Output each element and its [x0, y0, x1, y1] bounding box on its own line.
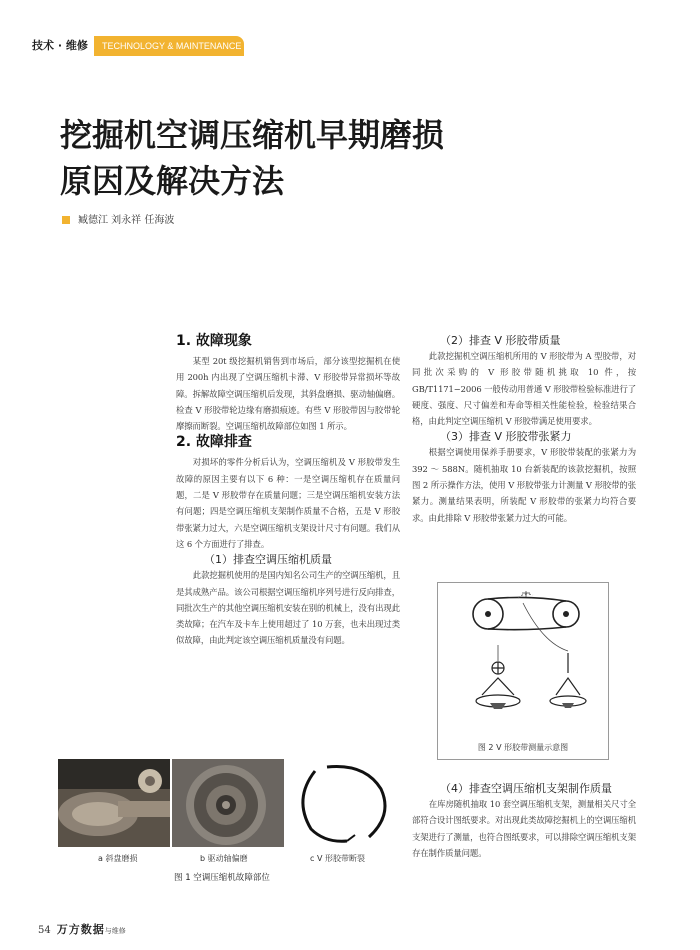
subsection-2-2-paragraph: 此款挖掘机空调压缩机所用的 V 形胶带为 A 型胶带，对同批次采购的 V 形胶带随机挑取 10 件，按 GB/T1171−2006 一般传动用普通 V 形胶带检验标准进行了硬度、强度、尺寸偏差和寿命等相关性能检验，检验结果合格，由此判定空调压缩机 V 形胶带满足使用要求。 — [412, 351, 636, 427]
photo-broken-v-belt — [285, 759, 397, 847]
figure-1c-label: c V 形胶带断裂 — [310, 854, 365, 863]
authors — [62, 215, 174, 227]
title-line-2: 原因及解决方法 — [60, 162, 285, 200]
figure-1a-label: a 斜盘磨损 — [98, 854, 138, 863]
left-column — [176, 333, 400, 649]
subsection-2-1-paragraph: 此款挖掘机使用的是国内知名公司生产的空调压缩机，且是其成熟产品。该公司根据空调压缩机序列号进行反向排查，同批次生产的其他空调压缩机安装在别的机械上，没有出现此类故障；在汽车及卡车上使用超过了 10 万套，也未出现过类似故障，由此判定该空调压缩机质量没有问题。 — [176, 570, 400, 646]
figure-1-caption: 图 1 空调压缩机故障部位 — [174, 873, 270, 883]
subsection-2-4-heading: （4）排查空调压缩机支架制作质量 — [440, 782, 612, 795]
page-footer — [38, 918, 126, 937]
section-1-heading: 1. 故障现象 — [176, 333, 252, 349]
title-line-1: 挖掘机空调压缩机早期磨损 — [60, 116, 445, 154]
author-marker-icon — [62, 216, 70, 224]
photo-drive-shaft-wear — [172, 759, 284, 847]
subsection-2-2-heading: （2）排查 V 形胶带质量 — [440, 334, 561, 347]
subsection-2-3-heading: （3）排查 V 形胶带张紧力 — [440, 430, 572, 444]
page-number: 54 — [38, 925, 51, 936]
section-2-paragraph: 对损坏的零件分析后认为，空调压缩机及 V 形胶带发生故障的原因主要有以下 6 种：一是空调压缩机存在质量问题，二是 V 形胶带存在质量问题；三是空调压缩机安装方法有问题；四是空调压缩机支架制作质量不合格，五是 V 形胶带张紧力过大，六是空调压缩机支架设计尺寸有问题。我们从这 6 个方面进行了排查。 — [176, 457, 400, 549]
right-column-bottom — [412, 781, 636, 861]
section-2-heading: 2. 故障排查 — [176, 434, 252, 451]
section-1-paragraph: 某型 20t 级挖掘机销售到市场后，部分该型挖掘机在使用 200h 内出现了空调压缩机卡滞、V 形胶带异常损坏等故障。拆解故障空调压缩机后发现，其斜盘磨损、驱动轴偏磨。检查 V 形胶带轮边缘有磨损痕迹。有些 V 形胶带因与胶带轮摩擦而断裂。空调压缩机故障部位如图 1 所示。 — [176, 356, 400, 432]
subsection-2-3-paragraph: 根据空调使用保养手册要求，V 形胶带装配的张紧力为 392 ～ 588N。随机抽取 10 台新装配的该款挖掘机，按照图 2 所示操作方法，使用 V 形胶带张力计测量 V 形胶带的张紧力。测量结果表明，所装配 V 形胶带的张紧力均符合要求。由此排除 V 形胶带张紧力过大的可能。 — [412, 447, 636, 523]
author-names: 臧德江 刘永祥 任海波 — [78, 215, 175, 226]
footer-brand: 万方数据 — [56, 923, 105, 936]
article-title — [60, 112, 620, 204]
subsection-2-4-paragraph: 在库房随机抽取 10 套空调压缩机支架，测量相关尺寸全部符合设计图纸要求。对出现此类故障挖掘机上的空调压缩机支架进行了测量，也符合图纸要求，可以排除空调压缩机支架存在制作质量问题。 — [412, 799, 636, 858]
figure-2-caption: 图 2 V 形胶带测量示意图 — [477, 743, 569, 752]
footer-brand-sub: 与维修 — [104, 927, 126, 935]
photo-swash-plate-wear — [58, 759, 170, 847]
subsection-2-1-heading: （1）排查空调压缩机质量 — [204, 553, 332, 567]
figure-2 — [437, 582, 609, 760]
right-column — [412, 333, 636, 526]
belt-measurement-diagram — [438, 583, 608, 735]
figure-1b-label: b 驱动轴偏磨 — [200, 854, 248, 863]
section-label-en: TECHNOLOGY & MAINTENANCE — [94, 36, 244, 56]
section-label-cn: 技术 · 维修 — [32, 39, 88, 52]
